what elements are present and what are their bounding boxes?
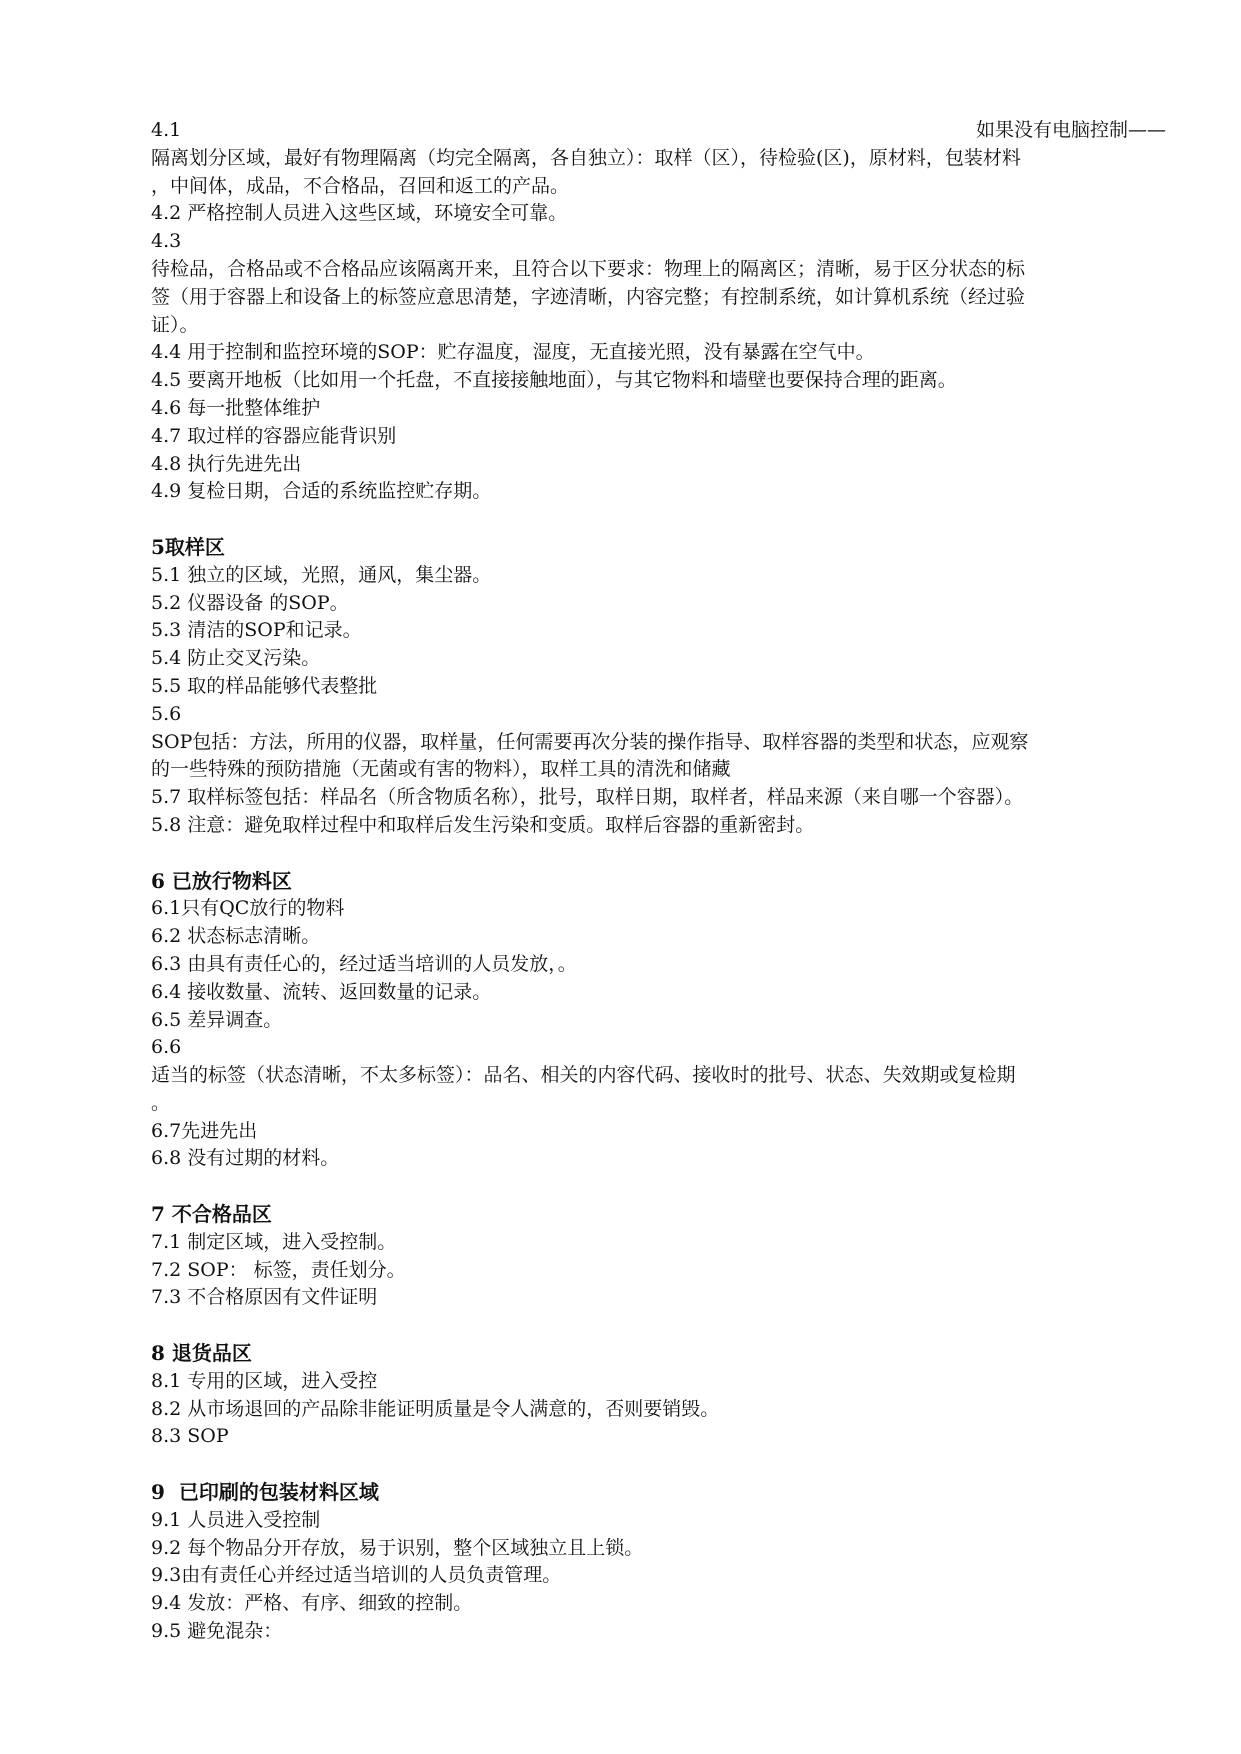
paragraph-line: 5.4 防止交叉污染。	[151, 647, 321, 670]
section-spacer	[151, 1451, 1166, 1479]
paragraph-line: 9.1 人员进入受控制	[151, 1508, 321, 1531]
item-number: 4.3	[151, 230, 182, 253]
paragraph-line: 4.6 每一批整体维护	[151, 396, 321, 419]
item-number: 5.6	[151, 702, 182, 725]
paragraph-line: 4.5 要离开地板（比如用一个托盘，不直接接触地面），与其它物料和墙壁也要保持合理的距离。	[151, 369, 957, 392]
item-note: 如果没有电脑控制——	[975, 119, 1166, 141]
paragraph-line: 6.4 接收数量、流转、返回数量的记录。	[151, 980, 492, 1003]
section-heading-9: 9 已印刷的包装材料区域	[151, 1480, 379, 1505]
paragraph-line: 7.3 不合格原因有文件证明	[151, 1286, 378, 1309]
document-page	[151, 117, 1166, 1646]
paragraph-line: 的一些特殊的预防措施（无菌或有害的物料），取样工具的清洗和储藏	[151, 758, 731, 781]
paragraph-line: 适当的标签（状态清晰，不太多标签）：品名、相关的内容代码、接收时的批号、状态、失效期或复检期	[151, 1064, 1016, 1087]
paragraph-line: 证）。	[151, 313, 199, 336]
paragraph-line: 9.4 发放：严格、有序、细致的控制。	[151, 1592, 473, 1615]
paragraph-line: 9.3由有责任心并经过适当培训的人员负责管理。	[151, 1564, 562, 1587]
paragraph-line: 4.8 执行先进先出	[151, 452, 302, 475]
section-spacer	[151, 1173, 1166, 1201]
paragraph-line: 6.3 由具有责任心的，经过适当培训的人员发放，。	[151, 952, 577, 975]
paragraph-line: 8.2 从市场退回的产品除非能证明质量是令人满意的，否则要销毁。	[151, 1397, 720, 1420]
paragraph-line: 9.2 每个物品分开存放，易于识别，整个区域独立且上锁。	[151, 1536, 644, 1559]
section-heading-5: 5取样区	[151, 534, 225, 559]
paragraph-line: 5.7 取样标签包括：样品名（所含物质名称），批号，取样日期，取样者，样品来源（来自哪一个容器）。	[151, 786, 1024, 809]
item-number: 6.6	[151, 1036, 182, 1059]
section-spacer	[151, 840, 1166, 868]
section-heading-6: 6 已放行物料区	[151, 868, 292, 893]
section-spacer	[151, 506, 1166, 534]
paragraph-line: 待检品，合格品或不合格品应该隔离开来，且符合以下要求：物理上的隔离区；清晰，易于区分状态的标	[151, 257, 1026, 280]
section-heading-7: 7 不合格品区	[151, 1202, 272, 1227]
paragraph-4-1-header	[151, 117, 1166, 145]
paragraph-line: 4.9 复检日期，合适的系统监控贮存期。	[151, 480, 492, 503]
paragraph-line: 5.8 注意：避免取样过程中和取样后发生污染和变质。取样后容器的重新密封。	[151, 813, 815, 836]
paragraph-line: 7.2 SOP： 标签，责任划分。	[151, 1258, 406, 1281]
paragraph-line: 4.7 取过样的容器应能背识别	[151, 424, 397, 447]
paragraph-line: 5.1 独立的区域，光照，通风，集尘器。	[151, 563, 492, 586]
paragraph-line: 4.4 用于控制和监控环境的SOP：贮存温度，湿度，无直接光照，没有暴露在空气中。	[151, 341, 875, 364]
paragraph-line: ，中间体，成品，不合格品，召回和返工的产品。	[151, 174, 570, 197]
paragraph-line: 6.2 状态标志清晰。	[151, 925, 321, 948]
paragraph-line: 4.2 严格控制人员进入这些区域，环境安全可靠。	[151, 202, 568, 225]
section-spacer	[151, 1312, 1166, 1340]
paragraph-line: 。	[151, 1091, 171, 1114]
paragraph-line: 8.1 专用的区域，进入受控	[151, 1369, 378, 1392]
paragraph-line: 5.5 取的样品能够代表整批	[151, 674, 378, 697]
paragraph-line: 5.2 仪器设备 的SOP。	[151, 591, 349, 614]
paragraph-line: 隔离划分区域，最好有物理隔离（均完全隔离，各自独立）：取样（区），待检验(区)，原材料，包装材料	[151, 146, 1021, 169]
paragraph-line: 6.7先进先出	[151, 1119, 258, 1142]
paragraph-line: 签（用于容器上和设备上的标签应意思清楚，字迹清晰，内容完整；有控制系统，如计算机系统（经过验	[151, 285, 1026, 308]
paragraph-line: 7.1 制定区域，进入受控制。	[151, 1230, 397, 1253]
section-heading-8: 8 退货品区	[151, 1341, 252, 1366]
paragraph-line: 6.8 没有过期的材料。	[151, 1147, 340, 1170]
paragraph-line: SOP包括：方法，所用的仪器，取样量，任何需要再次分装的操作指导、取样容器的类型和状态，应观察	[151, 730, 1029, 753]
item-number: 4.1	[151, 119, 182, 141]
paragraph-line: 8.3 SOP	[151, 1425, 229, 1448]
paragraph-line: 6.1只有QC放行的物料	[151, 897, 345, 920]
paragraph-line: 6.5 差异调查。	[151, 1008, 283, 1031]
paragraph-line: 5.3 清洁的SOP和记录。	[151, 619, 362, 642]
paragraph-line: 9.5 避免混杂：	[151, 1620, 283, 1643]
